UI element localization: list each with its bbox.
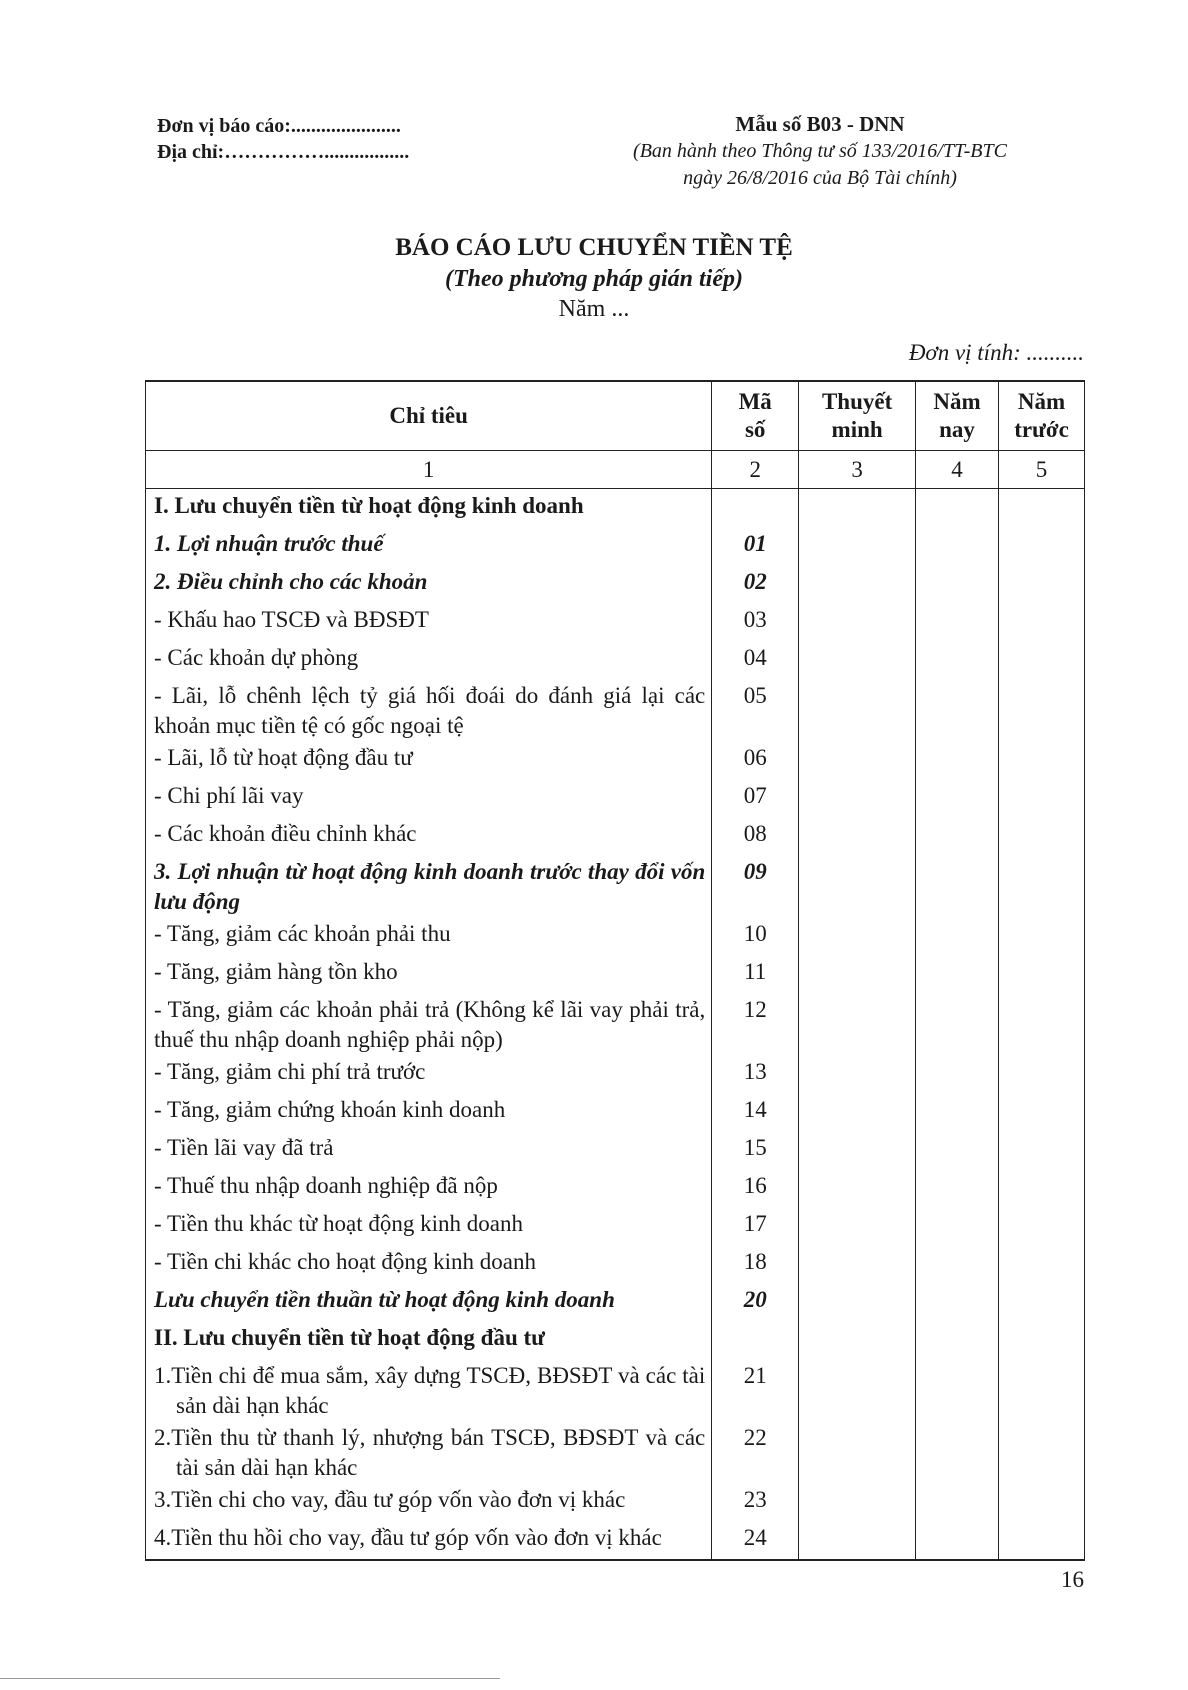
table-row xyxy=(146,1283,1085,1321)
row-label: - Lãi, lỗ từ hoạt động đầu tư xyxy=(146,741,712,779)
row-note-cell xyxy=(799,1521,916,1560)
table-body xyxy=(146,489,1085,1561)
row-current-year-cell xyxy=(916,527,999,565)
row-current-year-cell xyxy=(916,1521,999,1560)
address-line: Địa chỉ:……………................. xyxy=(157,141,410,163)
row-note-cell xyxy=(799,779,916,817)
row-note-cell xyxy=(799,741,916,779)
row-note-cell xyxy=(799,1421,916,1483)
row-current-year-cell xyxy=(916,855,999,917)
row-previous-year-cell xyxy=(999,917,1085,955)
row-current-year-cell xyxy=(916,1207,999,1245)
row-note-cell xyxy=(799,1093,916,1131)
table-row xyxy=(146,489,1085,528)
row-current-year-cell xyxy=(916,603,999,641)
row-code: 06 xyxy=(712,741,799,779)
column-number: 5 xyxy=(999,451,1085,489)
row-note-cell xyxy=(799,917,916,955)
row-previous-year-cell xyxy=(999,1055,1085,1093)
row-previous-year-cell xyxy=(999,1131,1085,1169)
page-number: 16 xyxy=(1061,1567,1084,1592)
row-previous-year-cell xyxy=(999,489,1085,528)
header-chi-tieu: Chỉ tiêu xyxy=(146,381,712,451)
row-label: 4.Tiền thu hồi cho vay, đầu tư góp vốn vào đơn vị khác xyxy=(146,1521,712,1560)
row-previous-year-cell xyxy=(999,527,1085,565)
row-current-year-cell xyxy=(916,817,999,855)
title-block xyxy=(0,232,1188,324)
row-label: 2.Tiền thu từ thanh lý, nhượng bán TSCĐ, BĐSĐT và các tài sản dài hạn khác xyxy=(146,1421,712,1483)
row-previous-year-cell xyxy=(999,1521,1085,1560)
row-code: 15 xyxy=(712,1131,799,1169)
table-row xyxy=(146,641,1085,679)
row-current-year-cell xyxy=(916,1055,999,1093)
row-label: 1. Lợi nhuận trước thuế xyxy=(146,527,712,565)
row-previous-year-cell xyxy=(999,1093,1085,1131)
table-row xyxy=(146,679,1085,741)
row-note-cell xyxy=(799,1055,916,1093)
row-note-cell xyxy=(799,993,916,1055)
row-current-year-cell xyxy=(916,1359,999,1421)
table-row xyxy=(146,817,1085,855)
footer-rule xyxy=(0,1678,500,1679)
row-current-year-cell xyxy=(916,1483,999,1521)
row-previous-year-cell xyxy=(999,955,1085,993)
row-note-cell xyxy=(799,855,916,917)
table-row xyxy=(146,779,1085,817)
row-code: 24 xyxy=(712,1521,799,1560)
row-previous-year-cell xyxy=(999,565,1085,603)
cash-flow-table xyxy=(145,380,1085,1561)
row-code: 05 xyxy=(712,679,799,741)
row-previous-year-cell xyxy=(999,1207,1085,1245)
report-unit-header xyxy=(157,113,409,165)
row-note-cell xyxy=(799,955,916,993)
row-previous-year-cell xyxy=(999,1245,1085,1283)
row-label: 2. Điều chỉnh cho các khoản xyxy=(146,565,712,603)
row-previous-year-cell xyxy=(999,993,1085,1055)
issued-by-line-2: ngày 26/8/2016 của Bộ Tài chính) xyxy=(683,167,957,189)
row-label: - Tiền chi khác cho hoạt động kinh doanh xyxy=(146,1245,712,1283)
row-code: 13 xyxy=(712,1055,799,1093)
row-note-cell xyxy=(799,527,916,565)
row-current-year-cell xyxy=(916,1421,999,1483)
row-code: 11 xyxy=(712,955,799,993)
table-row xyxy=(146,1093,1085,1131)
row-note-cell xyxy=(799,489,916,528)
row-note-cell xyxy=(799,1169,916,1207)
row-label: - Tăng, giảm hàng tồn kho xyxy=(146,955,712,993)
row-code: 21 xyxy=(712,1359,799,1421)
row-previous-year-cell xyxy=(999,1169,1085,1207)
row-label: - Khấu hao TSCĐ và BĐSĐT xyxy=(146,603,712,641)
row-code: 12 xyxy=(712,993,799,1055)
row-label: II. Lưu chuyển tiền từ hoạt động đầu tư xyxy=(146,1321,712,1359)
column-number: 1 xyxy=(146,451,712,489)
table-row xyxy=(146,1421,1085,1483)
table-row xyxy=(146,527,1085,565)
row-previous-year-cell xyxy=(999,1283,1085,1321)
row-previous-year-cell xyxy=(999,603,1085,641)
row-code: 09 xyxy=(712,855,799,917)
row-code: 17 xyxy=(712,1207,799,1245)
row-code: 14 xyxy=(712,1093,799,1131)
currency-unit: Đơn vị tính: .......... xyxy=(908,340,1084,365)
row-note-cell xyxy=(799,603,916,641)
table-row xyxy=(146,1359,1085,1421)
row-note-cell xyxy=(799,1245,916,1283)
table-row xyxy=(146,603,1085,641)
table-row xyxy=(146,855,1085,917)
row-current-year-cell xyxy=(916,955,999,993)
row-label: - Lãi, lỗ chênh lệch tỷ giá hối đoái do đánh giá lại các khoản mục tiền tệ có gốc ngoại tệ xyxy=(146,679,712,741)
row-current-year-cell xyxy=(916,1169,999,1207)
row-label: - Tiền thu khác từ hoạt động kinh doanh xyxy=(146,1207,712,1245)
table-row xyxy=(146,917,1085,955)
row-note-cell xyxy=(799,817,916,855)
row-current-year-cell xyxy=(916,779,999,817)
document-title: BÁO CÁO LƯU CHUYỂN TIỀN TỆ xyxy=(395,234,793,261)
row-label: - Thuế thu nhập doanh nghiệp đã nộp xyxy=(146,1169,712,1207)
row-code xyxy=(712,1321,799,1359)
column-number: 4 xyxy=(916,451,999,489)
row-note-cell xyxy=(799,1483,916,1521)
row-label: - Tăng, giảm chi phí trả trước xyxy=(146,1055,712,1093)
row-note-cell xyxy=(799,565,916,603)
row-code: 03 xyxy=(712,603,799,641)
row-note-cell xyxy=(799,1207,916,1245)
row-code: 01 xyxy=(712,527,799,565)
row-previous-year-cell xyxy=(999,1421,1085,1483)
row-current-year-cell xyxy=(916,741,999,779)
row-current-year-cell xyxy=(916,1131,999,1169)
table-row xyxy=(146,1483,1085,1521)
row-code: 08 xyxy=(712,817,799,855)
row-label: - Chi phí lãi vay xyxy=(146,779,712,817)
table-row xyxy=(146,1321,1085,1359)
row-current-year-cell xyxy=(916,917,999,955)
table-row xyxy=(146,1521,1085,1560)
row-code: 22 xyxy=(712,1421,799,1483)
table-row xyxy=(146,993,1085,1055)
row-code: 02 xyxy=(712,565,799,603)
header-thuyet-minh: Thuyết minh xyxy=(799,381,916,451)
document-subtitle: (Theo phương pháp gián tiếp) xyxy=(445,266,743,292)
row-previous-year-cell xyxy=(999,817,1085,855)
row-previous-year-cell xyxy=(999,741,1085,779)
row-previous-year-cell xyxy=(999,641,1085,679)
row-label: Lưu chuyển tiền thuần từ hoạt động kinh doanh xyxy=(146,1283,712,1321)
row-code: 07 xyxy=(712,779,799,817)
issued-by-line-1: (Ban hành theo Thông tư số 133/2016/TT-BTC xyxy=(633,140,1007,162)
row-current-year-cell xyxy=(916,565,999,603)
row-code: 16 xyxy=(712,1169,799,1207)
header-nam-truoc: Năm trước xyxy=(999,381,1085,451)
header-ma-so: Mã số xyxy=(712,381,799,451)
column-number: 3 xyxy=(799,451,916,489)
table-row xyxy=(146,1055,1085,1093)
row-note-cell xyxy=(799,1131,916,1169)
row-previous-year-cell xyxy=(999,1483,1085,1521)
row-current-year-cell xyxy=(916,1093,999,1131)
row-code xyxy=(712,489,799,528)
form-code: Mẫu số B03 - DNN xyxy=(735,112,905,136)
row-current-year-cell xyxy=(916,489,999,528)
row-note-cell xyxy=(799,641,916,679)
table-row xyxy=(146,1207,1085,1245)
row-label: - Tăng, giảm các khoản phải thu xyxy=(146,917,712,955)
row-label: 3. Lợi nhuận từ hoạt động kinh doanh trước thay đổi vốn lưu động xyxy=(146,855,712,917)
row-code: 10 xyxy=(712,917,799,955)
header-nam-nay: Năm nay xyxy=(916,381,999,451)
row-current-year-cell xyxy=(916,1283,999,1321)
row-label: - Tăng, giảm các khoản phải trả (Không kể lãi vay phải trả, thuế thu nhập doanh nghiệp phải nộp) xyxy=(146,993,712,1055)
row-current-year-cell xyxy=(916,679,999,741)
table-row xyxy=(146,955,1085,993)
row-current-year-cell xyxy=(916,1321,999,1359)
table-row xyxy=(146,1131,1085,1169)
column-number-row xyxy=(146,451,1085,489)
row-label: - Các khoản dự phòng xyxy=(146,641,712,679)
row-code: 04 xyxy=(712,641,799,679)
row-current-year-cell xyxy=(916,641,999,679)
row-previous-year-cell xyxy=(999,1359,1085,1421)
form-code-header xyxy=(560,111,1080,192)
row-previous-year-cell xyxy=(999,855,1085,917)
row-previous-year-cell xyxy=(999,1321,1085,1359)
row-label: - Các khoản điều chỉnh khác xyxy=(146,817,712,855)
column-number: 2 xyxy=(712,451,799,489)
row-label: I. Lưu chuyển tiền từ hoạt động kinh doanh xyxy=(146,489,712,528)
row-note-cell xyxy=(799,1359,916,1421)
table-header-row xyxy=(146,381,1085,451)
row-label: - Tiền lãi vay đã trả xyxy=(146,1131,712,1169)
row-previous-year-cell xyxy=(999,679,1085,741)
row-note-cell xyxy=(799,679,916,741)
table-row xyxy=(146,565,1085,603)
row-code: 23 xyxy=(712,1483,799,1521)
table-row xyxy=(146,1169,1085,1207)
table-row xyxy=(146,1245,1085,1283)
report-year: Năm ... xyxy=(558,296,630,322)
row-note-cell xyxy=(799,1283,916,1321)
row-label: - Tăng, giảm chứng khoán kinh doanh xyxy=(146,1093,712,1131)
row-note-cell xyxy=(799,1321,916,1359)
row-code: 18 xyxy=(712,1245,799,1283)
row-label: 1.Tiền chi để mua sắm, xây dựng TSCĐ, BĐSĐT và các tài sản dài hạn khác xyxy=(146,1359,712,1421)
row-current-year-cell xyxy=(916,1245,999,1283)
row-label: 3.Tiền chi cho vay, đầu tư góp vốn vào đơn vị khác xyxy=(146,1483,712,1521)
row-current-year-cell xyxy=(916,993,999,1055)
table-row xyxy=(146,741,1085,779)
row-previous-year-cell xyxy=(999,779,1085,817)
row-code: 20 xyxy=(712,1283,799,1321)
reporting-unit-line: Đơn vị báo cáo:...................... xyxy=(157,115,401,137)
